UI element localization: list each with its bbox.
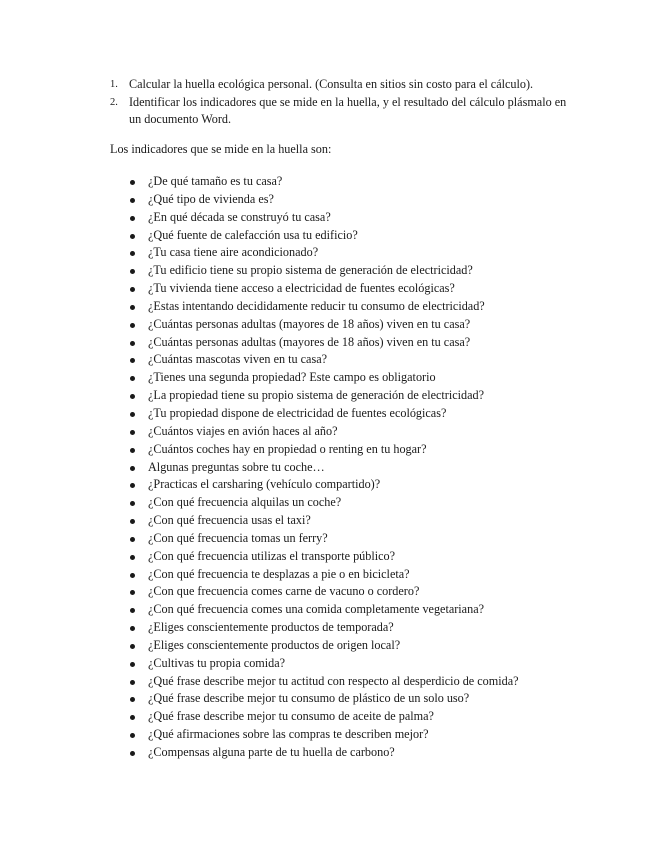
indicator-item bbox=[128, 673, 628, 691]
task-number: 2. bbox=[110, 96, 118, 108]
indicator-text: ¿La propiedad tiene su propio sistema de generación de electricidad? bbox=[148, 388, 485, 403]
bullet-icon bbox=[130, 234, 135, 239]
indicator-text: ¿Con qué frecuencia tomas un ferry? bbox=[148, 530, 328, 545]
indicator-item bbox=[128, 334, 628, 352]
indicator-text: ¿Con que frecuencia comes carne de vacuno o cordero? bbox=[148, 584, 420, 599]
bullet-icon bbox=[130, 251, 135, 256]
indicator-list bbox=[128, 173, 628, 762]
task-text: Calcular la huella ecológica personal. (Consulta en sitios sin costo para el cálculo). bbox=[129, 77, 534, 91]
bullet-icon bbox=[130, 519, 135, 524]
indicator-text: ¿Con qué frecuencia alquilas un coche? bbox=[148, 495, 342, 510]
indicator-text: ¿Tu casa tiene aire acondicionado? bbox=[148, 245, 319, 260]
bullet-icon bbox=[130, 733, 135, 738]
indicator-text: ¿Con qué frecuencia usas el taxi? bbox=[148, 513, 311, 528]
indicator-item bbox=[128, 459, 628, 477]
indicator-item bbox=[128, 744, 628, 762]
indicator-item bbox=[128, 476, 628, 494]
task-item bbox=[110, 76, 580, 94]
indicator-text: ¿Qué frase describe mejor tu consumo de plástico de un solo uso? bbox=[148, 691, 470, 706]
bullet-icon bbox=[130, 412, 135, 417]
indicator-text: ¿Cuántas personas adultas (mayores de 18 años) viven en tu casa? bbox=[148, 316, 471, 331]
indicator-text: ¿Con qué frecuencia utilizas el transporte público? bbox=[148, 548, 396, 563]
bullet-icon bbox=[130, 573, 135, 578]
bullet-icon bbox=[130, 269, 135, 274]
indicator-item bbox=[128, 530, 628, 548]
indicator-text: ¿De qué tamaño es tu casa? bbox=[148, 174, 283, 188]
bullet-icon bbox=[130, 537, 135, 542]
bullet-icon bbox=[130, 697, 135, 702]
bullet-icon bbox=[130, 305, 135, 310]
bullet-icon bbox=[130, 430, 135, 435]
indicator-text: ¿Estas intentando decididamente reducir tu consumo de electricidad? bbox=[148, 298, 485, 313]
task-item bbox=[110, 94, 580, 129]
bullet-icon bbox=[130, 680, 135, 685]
task-number: 1. bbox=[110, 79, 118, 90]
bullet-icon bbox=[130, 608, 135, 613]
indicator-item bbox=[128, 227, 628, 245]
indicator-item bbox=[128, 191, 628, 209]
indicator-text: ¿Qué fuente de calefacción usa tu edificio? bbox=[148, 227, 358, 242]
indicator-text: ¿Eliges conscientemente productos de origen local? bbox=[148, 637, 401, 652]
indicator-item bbox=[128, 601, 628, 619]
indicator-item bbox=[128, 566, 628, 584]
indicator-item bbox=[128, 548, 628, 566]
indicator-text: ¿Practicas el carsharing (vehículo compartido)? bbox=[148, 477, 381, 492]
indicator-item bbox=[128, 637, 628, 655]
indicators-intro: Los indicadores que se mide en la huella son: bbox=[110, 142, 332, 156]
indicator-text: ¿Cuántas personas adultas (mayores de 18 años) viven en tu casa? bbox=[148, 334, 471, 349]
indicator-text: ¿Eliges conscientemente productos de temporada? bbox=[148, 620, 394, 635]
indicator-text: ¿Tu propiedad dispone de electricidad de fuentes ecológicas? bbox=[148, 405, 447, 420]
bullet-icon bbox=[130, 483, 135, 488]
indicator-item bbox=[128, 726, 628, 744]
bullet-icon bbox=[130, 626, 135, 631]
indicator-text: ¿Qué frase describe mejor tu consumo de aceite de palma? bbox=[148, 709, 434, 724]
indicator-item bbox=[128, 423, 628, 441]
bullet-icon bbox=[130, 590, 135, 595]
indicator-text: ¿Cultivas tu propia comida? bbox=[148, 655, 286, 670]
indicator-item bbox=[128, 619, 628, 637]
indicator-text: ¿Tu edificio tiene su propio sistema de generación de electricidad? bbox=[148, 263, 473, 278]
indicator-item bbox=[128, 262, 628, 280]
bullet-icon bbox=[130, 466, 135, 471]
indicator-text: ¿Qué afirmaciones sobre las compras te describen mejor? bbox=[148, 727, 429, 742]
bullet-icon bbox=[130, 216, 135, 221]
task-text: Identificar los indicadores que se mide en la huella, y el resultado del cálculo plásmalo en un documento Word. bbox=[129, 94, 567, 126]
bullet-icon bbox=[130, 394, 135, 399]
indicator-text: ¿Qué frase describe mejor tu actitud con respecto al desperdicio de comida? bbox=[148, 673, 519, 688]
bullet-icon bbox=[130, 715, 135, 720]
bullet-icon bbox=[130, 751, 135, 756]
task-list bbox=[110, 76, 580, 129]
indicator-item bbox=[128, 583, 628, 601]
indicator-item bbox=[128, 209, 628, 227]
indicator-item bbox=[128, 387, 628, 405]
indicator-item bbox=[128, 298, 628, 316]
indicator-item bbox=[128, 351, 628, 369]
indicator-item bbox=[128, 369, 628, 387]
indicator-text: ¿Tu vivienda tiene acceso a electricidad de fuentes ecológicas? bbox=[148, 281, 455, 296]
indicator-item bbox=[128, 655, 628, 673]
bullet-icon bbox=[130, 662, 135, 667]
bullet-icon bbox=[130, 644, 135, 649]
indicator-item bbox=[128, 512, 628, 530]
indicator-item bbox=[128, 441, 628, 459]
bullet-icon bbox=[130, 198, 135, 203]
bullet-icon bbox=[130, 555, 135, 560]
indicator-text: ¿Con qué frecuencia te desplazas a pie o en bicicleta? bbox=[148, 566, 410, 581]
indicator-text: Algunas preguntas sobre tu coche… bbox=[148, 459, 325, 474]
indicator-item bbox=[128, 405, 628, 423]
indicator-text: ¿Con qué frecuencia comes una comida completamente vegetariana? bbox=[148, 602, 485, 617]
bullet-icon bbox=[130, 287, 135, 292]
indicator-item bbox=[128, 173, 628, 191]
bullet-icon bbox=[130, 180, 135, 185]
bullet-icon bbox=[130, 323, 135, 328]
indicator-item bbox=[128, 316, 628, 334]
bullet-icon bbox=[130, 376, 135, 381]
indicator-text: ¿En qué década se construyó tu casa? bbox=[148, 209, 331, 224]
indicator-item bbox=[128, 244, 628, 262]
indicator-text: ¿Cuántas mascotas viven en tu casa? bbox=[148, 352, 328, 367]
indicator-text: ¿Cuántos viajes en avión haces al año? bbox=[148, 423, 338, 438]
indicator-text: ¿Cuántos coches hay en propiedad o renting en tu hogar? bbox=[148, 441, 427, 456]
indicator-item bbox=[128, 690, 628, 708]
indicator-item bbox=[128, 708, 628, 726]
indicator-text: ¿Tienes una segunda propiedad? Este campo es obligatorio bbox=[148, 370, 436, 385]
bullet-icon bbox=[130, 448, 135, 453]
bullet-icon bbox=[130, 501, 135, 506]
indicator-text: ¿Compensas alguna parte de tu huella de carbono? bbox=[148, 745, 395, 759]
bullet-icon bbox=[130, 341, 135, 346]
indicator-item bbox=[128, 280, 628, 298]
indicator-text: ¿Qué tipo de vivienda es? bbox=[148, 191, 274, 206]
bullet-icon bbox=[130, 358, 135, 363]
indicator-item bbox=[128, 494, 628, 512]
